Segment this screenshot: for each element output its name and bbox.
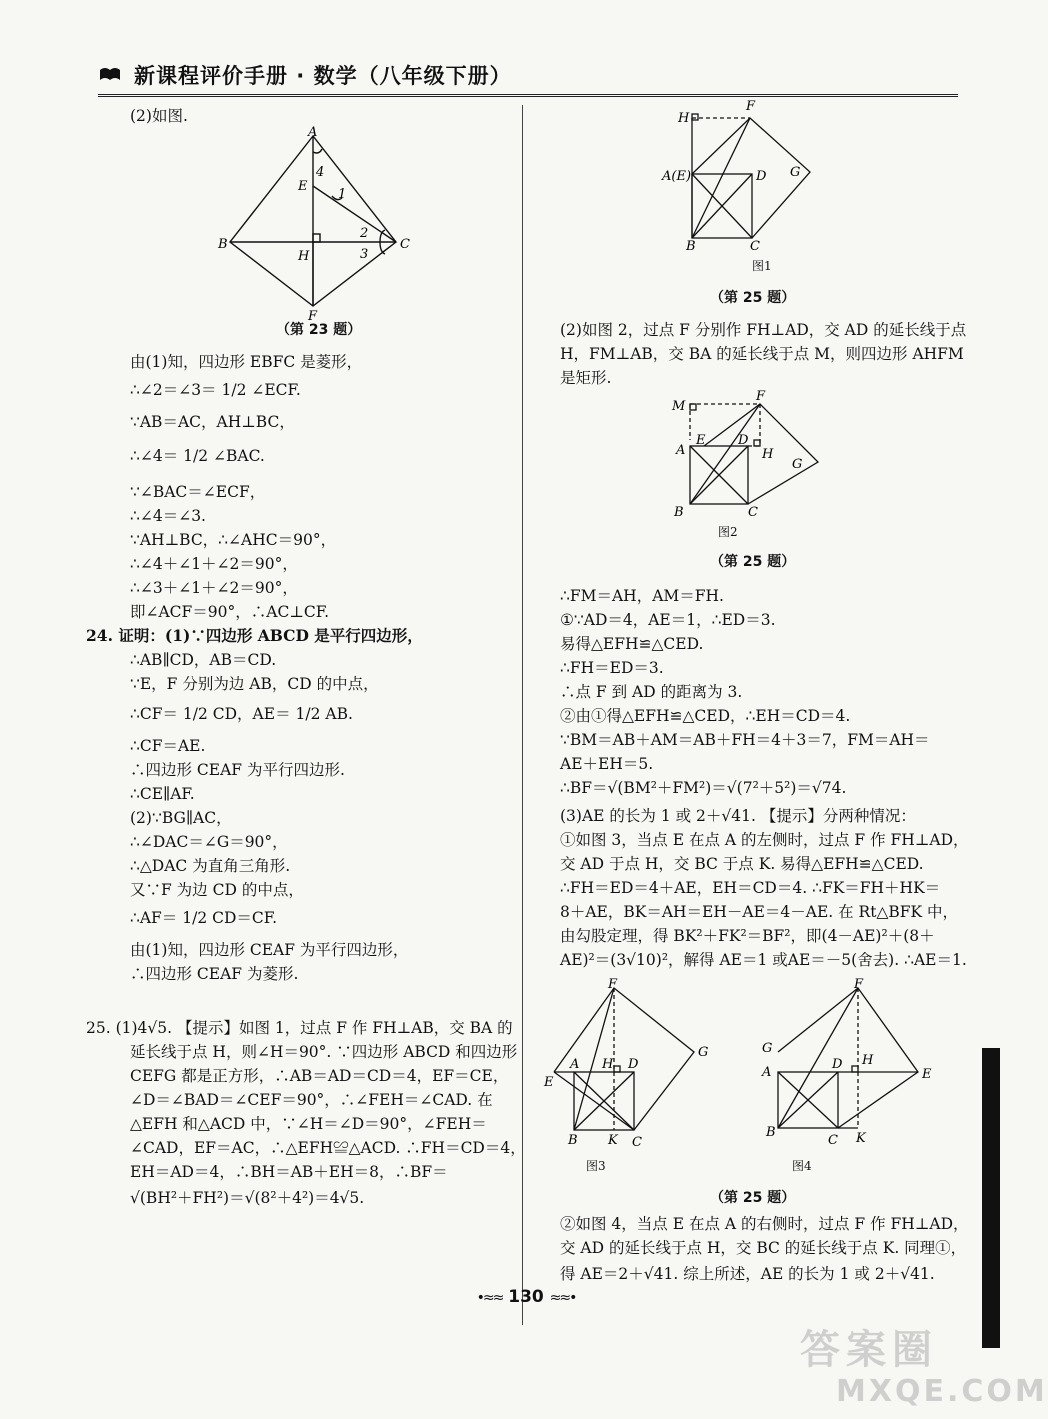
- part3-line: AE)²＝(3√10)²，解得 AE＝1 或AE＝－5(舍去). ∴AE＝1.: [560, 951, 967, 969]
- proof-line: ∴四边形 CEAF 为菱形.: [130, 965, 299, 983]
- proof-line: ∴BF＝√(BM²＋FM²)＝√(7²＋5²)＝√74.: [560, 779, 847, 797]
- watermark-line2: MXQE.COM: [836, 1374, 1048, 1409]
- q25-line: ∠CAD，EF＝AC，∴△EFH≌△ACD. ∴FH＝CD＝4，: [130, 1139, 526, 1157]
- proof-line: AE＋EH＝5.: [560, 755, 654, 773]
- proof-line: ∴CF＝AE.: [130, 737, 206, 755]
- book-icon: [98, 64, 122, 84]
- fig4-label-G: G: [762, 1041, 773, 1056]
- fig3-label-D: D: [628, 1057, 639, 1072]
- fig1-label-D: D: [756, 169, 767, 184]
- q23-label-3: 3: [360, 247, 369, 262]
- q23-caption: （第 23 题）: [276, 322, 362, 338]
- proof-line: ∴FH＝ED＝3.: [560, 659, 664, 677]
- edge-tab: [982, 1048, 1000, 1348]
- q23-label-4: 4: [316, 165, 325, 180]
- q23-label-C: C: [400, 237, 410, 252]
- proof-line: ∴∠4＋∠1＋∠2＝90°，: [130, 555, 298, 573]
- q25-line: CEFG 都是正方形，∴AB＝AD＝CD＝4，EF＝CE，: [130, 1067, 509, 1085]
- proof-line: ∴∠3＋∠1＋∠2＝90°，: [130, 579, 298, 597]
- watermark: [800, 1318, 1048, 1413]
- fig2-label-G: G: [792, 457, 803, 472]
- proof-line: ∵AB＝AC，AH⊥BC，: [130, 413, 295, 431]
- fig3-label-K: K: [608, 1133, 618, 1148]
- fig3-label-G: G: [698, 1045, 709, 1060]
- fig1-label-B: B: [686, 239, 696, 254]
- fig2-label-E: E: [696, 433, 706, 448]
- fig2-caption: 图2: [718, 525, 738, 539]
- part3-line: (3)AE 的长为 1 或 2＋√41. 【提示】分两种情况：: [560, 807, 916, 825]
- fig3-diagram: [544, 977, 716, 1152]
- part3-line: ①如图 3，当点 E 在点 A 的左侧时，过点 F 作 FH⊥AD，: [560, 831, 969, 849]
- fig2-label-C: C: [748, 505, 758, 520]
- fig1-label-H: H: [678, 111, 690, 126]
- fig2-label-F: F: [756, 389, 766, 404]
- page-number: [456, 1287, 596, 1307]
- q25-line: √(BH²＋FH²)＝√(8²＋4²)＝4√5.: [130, 1189, 365, 1207]
- fig34-question-caption: （第 25 题）: [710, 1190, 796, 1206]
- proof-line: ∵AH⊥BC，∴∠AHC＝90°，: [130, 531, 337, 549]
- fig3-label-A: A: [570, 1057, 580, 1072]
- q23-label-A: A: [308, 125, 318, 140]
- header-rule: [98, 94, 958, 97]
- proof-line: ∴∠2＝∠3＝ 1/2 ∠ECF.: [130, 381, 301, 399]
- final-line: 得 AE＝2＋√41. 综上所述，AE 的长为 1 或 2＋√41.: [560, 1265, 935, 1283]
- page-header: [98, 56, 958, 92]
- q25-line: 25. (1)4√5. 【提示】如图 1，过点 F 作 FH⊥AB，交 BA 的: [86, 1019, 513, 1037]
- proof-line: ∴CE∥AF.: [130, 785, 195, 803]
- part3-line: 8＋AE，BK＝AH＝EH－AE＝4－AE. 在 Rt△BFK 中，: [560, 903, 959, 921]
- page-number-value: 130: [508, 1287, 544, 1307]
- proof-line: ∴∠4＝∠3.: [130, 507, 206, 525]
- q24-heading: 24. 证明：(1)∵四边形 ABCD 是平行四边形，: [86, 626, 423, 645]
- fig3-label-B: B: [568, 1133, 578, 1148]
- q25-line: ∠D＝∠BAD＝∠CEF＝90°，∴∠FEH＝∠CAD. 在: [130, 1091, 493, 1109]
- fig2-question-caption: （第 25 题）: [710, 554, 796, 570]
- proof-line: ∴∠DAC＝∠G＝90°，: [130, 833, 288, 851]
- part3-line: 由勾股定理，得 BK²＋FK²＝BF²，即(4－AE)²＋(8＋: [560, 927, 935, 945]
- proof-line: 易得△EFH≌△CED.: [560, 635, 704, 653]
- fig4-label-E: E: [922, 1067, 932, 1082]
- wave-ornament-right: ≈≈•: [549, 1290, 576, 1306]
- fig4-label-C: C: [828, 1133, 838, 1148]
- q23-figure: [218, 125, 420, 324]
- fig4-label-H: H: [862, 1053, 874, 1068]
- fig4-label-A: A: [762, 1065, 772, 1080]
- fig3-caption: 图3: [586, 1159, 606, 1173]
- part3-line: ∴FH＝ED＝4＋AE，EH＝CD＝4. ∴FK＝FH＋HK＝: [560, 879, 941, 897]
- proof-line: (2)∵BG∥AC，: [130, 809, 232, 827]
- fig4-label-D: D: [832, 1057, 843, 1072]
- fig1-label-C: C: [750, 239, 760, 254]
- part2-line: (2)如图 2，过点 F 分别作 FH⊥AD，交 AD 的延长线于点: [560, 321, 967, 339]
- proof-line: ∴四边形 CEAF 为平行四边形.: [130, 761, 345, 779]
- header-title: 新课程评价手册 · 数学（八年级下册）: [134, 64, 512, 88]
- fig1-diagram: [662, 99, 820, 254]
- fig1-label-AE: A(E): [662, 169, 692, 184]
- proof-line: ∴CF＝ 1/2 CD，AE＝ 1/2 AB.: [130, 705, 353, 723]
- proof-line: ∴△DAC 为直角三角形.: [130, 857, 291, 875]
- final-line: 交 AD 的延长线于点 H，交 BC 的延长线于点 K. 同理①，: [560, 1239, 967, 1257]
- fig4-caption: 图4: [792, 1159, 812, 1173]
- q25-line: EH＝AD＝4，∴BH＝AB＋EH＝8，∴BF＝: [130, 1163, 448, 1181]
- q23-label-1: 1: [338, 187, 347, 202]
- watermark-line1: 答案圈: [800, 1327, 938, 1373]
- proof-line: ∴FM＝AH，AM＝FH.: [560, 587, 724, 605]
- fig2-label-H: H: [762, 447, 774, 462]
- fig2-diagram: [666, 389, 826, 520]
- proof-line: 由(1)知，四边形 CEAF 为平行四边形，: [130, 941, 409, 959]
- fig1-question-caption: （第 25 题）: [710, 290, 796, 306]
- fig3-label-C: C: [632, 1135, 642, 1150]
- fig2-label-B: B: [674, 505, 684, 520]
- q23-part2-label: (2)如图.: [130, 107, 188, 125]
- fig1-label-G: G: [790, 165, 801, 180]
- q23-label-F: F: [308, 309, 318, 324]
- q23-label-2: 2: [360, 226, 369, 241]
- fig2-label-D: D: [738, 433, 749, 448]
- proof-line: ∵∠BAC＝∠ECF，: [130, 483, 266, 501]
- q25-line: △EFH 和△ACD 中，∵∠H＝∠D＝90°，∠FEH＝: [130, 1115, 487, 1133]
- fig2-label-A: A: [676, 443, 686, 458]
- final-line: ②如图 4，当点 E 在点 A 的右侧时，过点 F 作 FH⊥AD，: [560, 1215, 969, 1233]
- fig1-label-F: F: [746, 99, 756, 114]
- proof-line: ①∵AD＝4，AE＝1，∴ED＝3.: [560, 611, 776, 629]
- proof-line: ∵BM＝AB＋AM＝AB＋FH＝4＋3＝7，FM＝AH＝: [560, 731, 930, 749]
- proof-line: ∵E，F 分别为边 AB，CD 的中点，: [130, 675, 379, 693]
- part2-line: H，FM⊥AB，交 BA 的延长线于点 M，则四边形 AHFM: [560, 345, 964, 363]
- q25-line: 延长线于点 H，则∠H＝90°. ∵四边形 ABCD 和四边形: [130, 1043, 518, 1061]
- proof-line: ∴∠4＝ 1/2 ∠BAC.: [130, 447, 265, 465]
- fig1-caption: 图1: [752, 259, 772, 273]
- fig4-label-K: K: [856, 1131, 866, 1146]
- wave-ornament-left: •≈≈: [476, 1290, 503, 1306]
- proof-line: ②由①得△EFH≌△CED，∴EH＝CD＝4.: [560, 707, 851, 725]
- proof-line: ∴AF＝ 1/2 CD＝CF.: [130, 909, 278, 927]
- fig3-label-F: F: [608, 977, 618, 992]
- proof-line: 由(1)知，四边形 EBFC 是菱形，: [130, 353, 363, 371]
- q23-label-H: H: [298, 249, 310, 264]
- proof-line: ∴点 F 到 AD 的距离为 3.: [560, 683, 743, 701]
- fig4-label-F: F: [854, 977, 864, 992]
- fig3-label-H: H: [602, 1057, 614, 1072]
- proof-line: 又∵F 为边 CD 的中点，: [130, 881, 304, 899]
- fig2-label-M: M: [672, 399, 686, 414]
- part3-line: 交 AD 于点 H，交 BC 于点 K. 易得△EFH≌△CED.: [560, 855, 924, 873]
- fig4-label-B: B: [766, 1125, 776, 1140]
- q23-label-B: B: [218, 237, 228, 252]
- q23-label-E: E: [298, 179, 308, 194]
- proof-line: ∴AB∥CD，AB＝CD.: [130, 651, 277, 669]
- fig3-label-E: E: [544, 1075, 554, 1090]
- part2-line: 是矩形.: [560, 369, 612, 387]
- fig4-diagram: [758, 977, 948, 1152]
- proof-line: 即∠ACF＝90°，∴AC⊥CF.: [130, 603, 330, 621]
